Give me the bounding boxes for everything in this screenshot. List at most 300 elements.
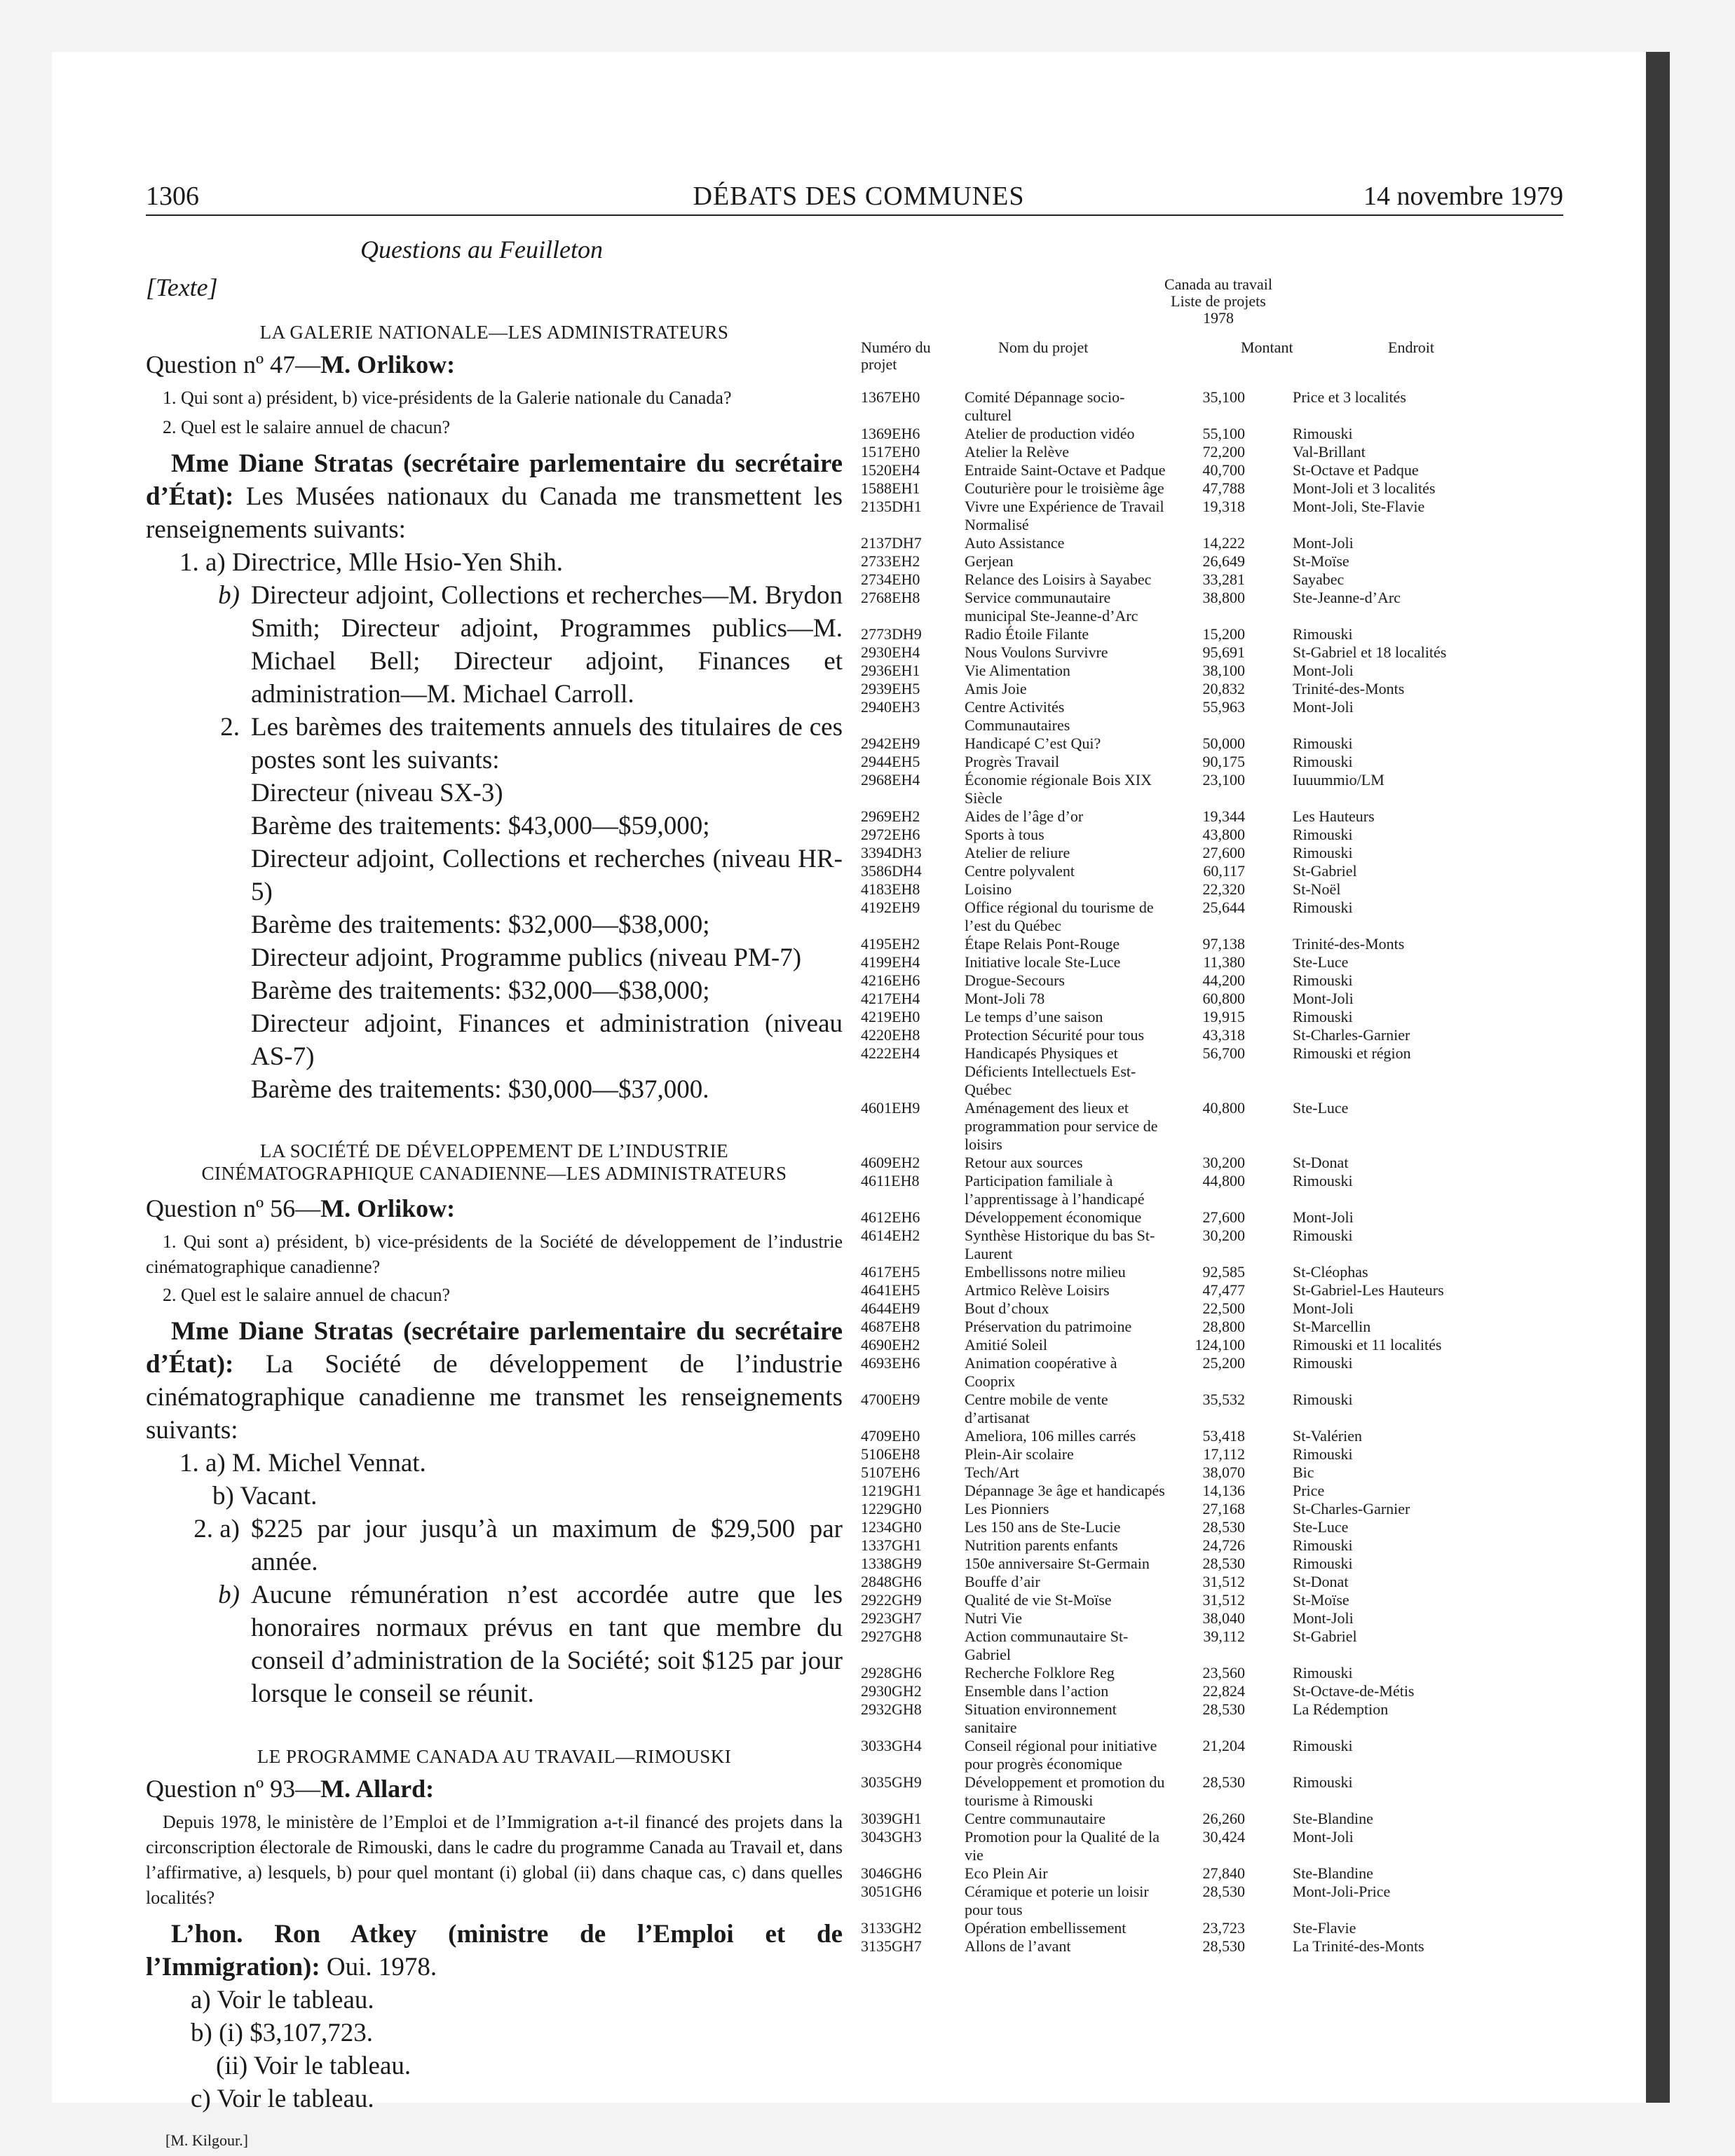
project-number: 4687EH8	[861, 1318, 920, 1335]
q93-answer-c: c) Voir le tableau.	[191, 2085, 374, 2113]
q47-a2-label: 2.	[220, 713, 240, 742]
project-number: 3046GH6	[861, 1864, 922, 1882]
project-name: Office régional du tourisme de l’est du Québec	[965, 899, 1154, 934]
project-amount: 28,530	[1202, 1773, 1245, 1791]
q56-a2a	[146, 1513, 843, 1578]
project-number: 3039GH1	[861, 1810, 922, 1827]
project-location: Price	[1293, 1482, 1325, 1499]
project-number: 1369EH6	[861, 425, 920, 442]
project-location: Mont-Joli	[1293, 534, 1354, 552]
table-row	[861, 1227, 1576, 1263]
table-row	[861, 1591, 1576, 1609]
project-location: Rimouski et région	[1293, 1044, 1411, 1062]
page-number: 1306	[146, 182, 199, 211]
q47-q1: 1. Qui sont a) président, b) vice-présidents de la Galerie nationale du Canada?	[163, 388, 732, 408]
project-amount: 72,200	[1202, 443, 1245, 460]
project-location: Mont-Joli	[1293, 1208, 1354, 1226]
project-amount: 44,800	[1202, 1172, 1245, 1189]
header-rule	[146, 214, 1563, 216]
project-location: Mont-Joli et 3 localités	[1293, 479, 1436, 497]
section-title: Questions au Feuilleton	[360, 236, 603, 264]
project-location: Rimouski	[1293, 1391, 1353, 1408]
project-name: 150e anniversaire St-Germain	[965, 1555, 1150, 1572]
project-name: Les 150 ans de Ste-Lucie	[965, 1518, 1121, 1536]
project-amount: 23,100	[1202, 771, 1245, 789]
table-row	[861, 1026, 1576, 1044]
project-amount: 43,800	[1202, 826, 1245, 843]
table-row	[861, 1172, 1576, 1208]
project-location: Les Hauteurs	[1293, 807, 1375, 825]
project-number: 4219EH0	[861, 1008, 920, 1025]
salary-line: Directeur adjoint, Programme publics (niveau PM-7)	[251, 943, 802, 972]
salary-line: Barème des traitements: $43,000—$59,000;	[251, 812, 710, 840]
project-location: St-Moïse	[1293, 552, 1349, 570]
project-location: Ste-Flavie	[1293, 1919, 1356, 1937]
table-row	[861, 899, 1576, 935]
q47-speaker: Mme Diane Stratas (secrétaire parlementaire du secrétaire d’État):	[146, 449, 843, 511]
project-amount: 27,840	[1202, 1864, 1245, 1882]
table-row	[861, 589, 1576, 625]
project-location: St-Donat	[1293, 1573, 1349, 1590]
project-location: Rimouski	[1293, 753, 1353, 770]
project-amount: 19,344	[1202, 807, 1245, 825]
project-location: Trinité-des-Monts	[1293, 935, 1405, 953]
project-location: Rimouski	[1293, 425, 1353, 442]
project-number: 2137DH7	[861, 534, 922, 552]
texte-marker: [Texte]	[146, 273, 218, 301]
project-location: Rimouski	[1293, 1354, 1353, 1372]
project-name: Protection Sécurité pour tous	[965, 1026, 1145, 1044]
project-amount: 30,200	[1202, 1227, 1245, 1244]
project-name: Tech/Art	[965, 1464, 1019, 1481]
left-column	[146, 231, 843, 2150]
project-location: Rimouski	[1293, 1773, 1353, 1791]
project-number: 2930GH2	[861, 1682, 922, 1700]
project-location: Mont-Joli	[1293, 1299, 1354, 1317]
project-amount: 17,112	[1203, 1445, 1245, 1463]
project-name: Vivre une Expérience de Travail Normalisé	[965, 498, 1164, 533]
project-location: Ste-Blandine	[1293, 1864, 1373, 1882]
question-56	[146, 1140, 843, 1710]
project-location: Rimouski	[1293, 735, 1353, 752]
table-row	[861, 662, 1576, 680]
project-amount: 47,477	[1202, 1281, 1245, 1299]
project-location: Rimouski	[1293, 1008, 1353, 1025]
project-name: Handicapés Physiques et Déficients Intellectuels Est-Québec	[965, 1044, 1136, 1098]
q47-answer	[146, 447, 843, 546]
project-location: Ste-Luce	[1293, 953, 1349, 971]
project-location: St-Marcellin	[1293, 1318, 1371, 1335]
table-row	[861, 552, 1576, 571]
table-row	[861, 680, 1576, 698]
project-number: 4644EH9	[861, 1299, 920, 1317]
project-number: 4601EH9	[861, 1099, 920, 1117]
q47-a1b-label: b)	[218, 581, 240, 610]
project-number: 2944EH5	[861, 753, 920, 770]
project-name: Ensemble dans l’action	[965, 1682, 1109, 1700]
table-row	[861, 1427, 1576, 1445]
project-amount: 97,138	[1202, 935, 1245, 953]
project-name: Céramique et poterie un loisir pour tous	[965, 1883, 1149, 1918]
q93-prefix: Question nº 93—	[146, 1775, 321, 1803]
project-location: Ste-Jeanne-d’Arc	[1293, 589, 1401, 606]
table-row	[861, 443, 1576, 461]
table-row	[861, 1318, 1576, 1336]
project-amount: 56,700	[1202, 1044, 1245, 1062]
project-amount: 23,723	[1202, 1919, 1245, 1937]
project-name: Auto Assistance	[965, 534, 1065, 552]
table-caption-line: Liste de projets	[1171, 292, 1266, 310]
project-number: 4611EH8	[861, 1172, 920, 1189]
table-row	[861, 1391, 1576, 1427]
project-location: St-Gabriel-Les Hauteurs	[1293, 1281, 1444, 1299]
project-location: St-Octave-de-Métis	[1293, 1682, 1415, 1700]
project-amount: 30,200	[1202, 1154, 1245, 1171]
table-row	[861, 753, 1576, 771]
project-location: Rimouski	[1293, 971, 1353, 989]
table-row	[861, 1737, 1576, 1773]
project-amount: 14,222	[1202, 534, 1245, 552]
project-name: Atelier de reliure	[965, 844, 1070, 861]
q56-q1: 1. Qui sont a) président, b) vice-présidents de la Société de développement de l’industrie cinématographique canadienne?	[146, 1231, 843, 1277]
project-amount: 60,117	[1203, 862, 1245, 880]
scan-edge-shadow	[1646, 52, 1670, 2103]
project-name: Les Pionniers	[965, 1500, 1049, 1517]
table-row	[861, 807, 1576, 826]
project-number: 4609EH2	[861, 1154, 920, 1171]
table-row	[861, 1864, 1576, 1883]
project-number: 2927GH8	[861, 1628, 922, 1645]
project-amount: 23,560	[1202, 1664, 1245, 1681]
project-amount: 30,424	[1202, 1828, 1245, 1845]
project-amount: 27,600	[1202, 844, 1245, 861]
q93-answer	[146, 1918, 843, 1984]
project-number: 3043GH3	[861, 1828, 922, 1845]
project-name: Radio Étoile Filante	[965, 625, 1089, 643]
project-number: 5106EH8	[861, 1445, 920, 1463]
q47-question-line	[146, 349, 843, 380]
project-name: Opération embellissement	[965, 1919, 1127, 1937]
salary-line: Directeur adjoint, Finances et administration (niveau AS-7)	[251, 1009, 843, 1071]
project-number: 2930EH4	[861, 643, 920, 661]
project-location: Rimouski	[1293, 625, 1353, 643]
table-row	[861, 971, 1576, 990]
project-location: Mont-Joli	[1293, 698, 1354, 716]
project-name: Initiative locale Ste-Luce	[965, 953, 1121, 971]
project-location: Rimouski	[1293, 1555, 1353, 1572]
table-row	[861, 625, 1576, 643]
project-number: 4220EH8	[861, 1026, 920, 1044]
q56-heading-1: LA SOCIÉTÉ DE DÉVELOPPEMENT DE L’INDUSTRIE	[259, 1140, 729, 1161]
project-name: Bouffe d’air	[965, 1573, 1040, 1590]
project-number: 4183EH8	[861, 880, 920, 898]
project-amount: 39,112	[1203, 1628, 1245, 1645]
project-name: Eco Plein Air	[965, 1864, 1048, 1882]
project-amount: 43,318	[1202, 1026, 1245, 1044]
project-name: Participation familiale à l’apprentissage à l’handicapé	[965, 1172, 1145, 1208]
project-name: Dépannage 3e âge et handicapés	[965, 1482, 1165, 1499]
table-row	[861, 388, 1576, 425]
table-row	[861, 1700, 1576, 1737]
project-name: Plein-Air scolaire	[965, 1445, 1074, 1463]
project-location: Rimouski	[1293, 844, 1353, 861]
table-row	[861, 826, 1576, 844]
project-location: Mont-Joli	[1293, 662, 1354, 679]
project-amount: 14,136	[1202, 1482, 1245, 1499]
project-name: Qualité de vie St-Moïse	[965, 1591, 1112, 1609]
project-number: 2928GH6	[861, 1664, 922, 1681]
table-row	[861, 1008, 1576, 1026]
project-name: Ameliora, 106 milles carrés	[965, 1427, 1136, 1445]
table-row	[861, 953, 1576, 971]
project-amount: 28,530	[1202, 1883, 1245, 1900]
q47-prefix: Question nº 47—	[146, 350, 321, 378]
project-amount: 28,530	[1202, 1518, 1245, 1536]
q93-heading: LE PROGRAMME CANADA AU TRAVAIL—RIMOUSKI	[257, 1746, 732, 1767]
project-name: Centre polyvalent	[965, 862, 1075, 880]
project-name: Bout d’choux	[965, 1299, 1049, 1317]
project-number: 4614EH2	[861, 1227, 920, 1244]
project-name: Artmico Relève Loisirs	[965, 1281, 1110, 1299]
question-47	[146, 321, 843, 1106]
project-name: Aménagement des lieux et programmation pour service de loisirs	[965, 1099, 1158, 1153]
project-location: St-Cléophas	[1293, 1263, 1368, 1281]
project-number: 4612EH6	[861, 1208, 920, 1226]
project-amount: 22,320	[1202, 880, 1245, 898]
table-row	[861, 1682, 1576, 1700]
project-number: 4709EH0	[861, 1427, 920, 1445]
q47-a2-text: Les barèmes des traitements annuels des titulaires de ces postes sont les suivants:	[251, 713, 843, 775]
table-row	[861, 1464, 1576, 1482]
project-name: Conseil régional pour initiative pour progrès économique	[965, 1737, 1157, 1773]
project-number: 2968EH4	[861, 771, 920, 789]
q93-answer-b: b) (i) $3,107,723.	[191, 2019, 373, 2047]
project-number: 5107EH6	[861, 1464, 920, 1481]
project-number: 3035GH9	[861, 1773, 922, 1791]
project-location: St-Octave et Padque	[1293, 461, 1419, 479]
table-row	[861, 698, 1576, 735]
table-row	[861, 1299, 1576, 1318]
project-name: Loisino	[965, 880, 1012, 898]
project-name: Développement et promotion du tourisme à Rimouski	[965, 1773, 1165, 1809]
q56-intro: La Société de développement de l’industrie cinématographique canadienne me transmet les renseignements suivants:	[146, 1350, 843, 1445]
project-name: Entraide Saint-Octave et Padque	[965, 461, 1166, 479]
project-amount: 25,200	[1202, 1354, 1245, 1372]
project-number: 4199EH4	[861, 953, 920, 971]
project-location: Rimouski	[1293, 826, 1353, 843]
table-row	[861, 862, 1576, 880]
project-number: 1588EH1	[861, 479, 920, 497]
project-amount: 28,800	[1202, 1318, 1245, 1335]
project-number: 4216EH6	[861, 971, 920, 989]
project-number: 1338GH9	[861, 1555, 922, 1572]
project-name: Embellissons notre milieu	[965, 1263, 1126, 1281]
project-number: 1219GH1	[861, 1482, 922, 1499]
project-name: Action communautaire St-Gabriel	[965, 1628, 1129, 1663]
q56-a2b-text: Aucune rémunération n’est accordée autre que les honoraires normaux prévus en tant que membre du conseil d’administration de la Société; soit $125 par jour lorsque le conseil se réunit.	[251, 1581, 843, 1708]
salary-line: Directeur adjoint, Collections et recherches (niveau HR-5)	[251, 845, 843, 906]
table-row	[861, 461, 1576, 479]
project-amount: 27,168	[1202, 1500, 1245, 1517]
project-name: Recherche Folklore Reg	[965, 1664, 1115, 1681]
col-header-place: Endroit	[1388, 339, 1434, 356]
project-location: St-Gabriel	[1293, 1628, 1357, 1645]
project-name: Développement économique	[965, 1208, 1142, 1226]
salary-line: Directeur (niveau SX-3)	[251, 779, 503, 807]
project-location: Ste-Blandine	[1293, 1810, 1373, 1827]
q56-answer	[146, 1315, 843, 1447]
q56-speaker: Mme Diane Stratas (secrétaire parlementaire du secrétaire d’État):	[146, 1317, 843, 1379]
project-amount: 33,281	[1202, 571, 1245, 588]
table-row	[861, 425, 1576, 443]
project-number: 2848GH6	[861, 1573, 922, 1590]
table-row	[861, 1044, 1576, 1099]
project-amount: 38,800	[1202, 589, 1245, 606]
project-amount: 38,100	[1202, 662, 1245, 679]
table-row	[861, 880, 1576, 899]
salary-line: Barème des traitements: $32,000—$38,000;	[251, 976, 710, 1005]
project-number: 2135DH1	[861, 498, 922, 515]
q93-answer-a: a) Voir le tableau.	[191, 1986, 374, 2014]
salary-line: Barème des traitements: $30,000—$37,000.	[251, 1075, 709, 1104]
table-row	[861, 1099, 1576, 1154]
project-name: Handicapé C’est Qui?	[965, 735, 1101, 752]
q56-q2: 2. Quel est le salaire annuel de chacun?	[163, 1285, 451, 1305]
project-location: Price et 3 localités	[1293, 388, 1406, 406]
project-amount: 22,824	[1202, 1682, 1245, 1700]
project-number: 4617EH5	[861, 1263, 920, 1281]
project-number: 2932GH8	[861, 1700, 922, 1718]
project-name: Préservation du patrimoine	[965, 1318, 1132, 1335]
table-row	[861, 735, 1576, 753]
q47-member: M. Orlikow:	[320, 350, 456, 378]
project-name: Nutri Vie	[965, 1609, 1022, 1627]
q93-answer-b2: (ii) Voir le tableau.	[216, 2052, 411, 2080]
table-row	[861, 1810, 1576, 1828]
q56-prefix: Question nº 56—	[146, 1194, 321, 1222]
table-row	[861, 479, 1576, 498]
table-caption-line: 1978	[1203, 309, 1234, 327]
project-amount: 15,200	[1202, 625, 1245, 643]
project-name: Centre Activités Communautaires	[965, 698, 1070, 734]
table-header	[861, 339, 1576, 384]
project-location: St-Gabriel	[1293, 862, 1357, 880]
project-location: Ste-Luce	[1293, 1518, 1349, 1536]
table-row	[861, 771, 1576, 807]
project-location: Rimouski	[1293, 1172, 1353, 1189]
project-number: 4222EH4	[861, 1044, 920, 1062]
table-row	[861, 1208, 1576, 1227]
project-location: Rimouski	[1293, 1664, 1353, 1681]
q47-intro: Les Musées nationaux du Canada me transmettent les renseignements suivants:	[146, 482, 843, 544]
project-location: St-Charles-Garnier	[1293, 1026, 1410, 1044]
project-name: Économie régionale Bois XIX Siècle	[965, 771, 1152, 807]
project-amount: 47,788	[1202, 479, 1245, 497]
project-amount: 27,600	[1202, 1208, 1245, 1226]
project-number: 2969EH2	[861, 807, 920, 825]
project-name: Nutrition parents enfants	[965, 1536, 1118, 1554]
table-row	[861, 1154, 1576, 1172]
project-amount: 28,530	[1202, 1700, 1245, 1718]
project-amount: 40,800	[1202, 1099, 1245, 1117]
table-row	[861, 1336, 1576, 1354]
project-amount: 44,200	[1202, 971, 1245, 989]
project-number: 2939EH5	[861, 680, 920, 697]
project-amount: 31,512	[1202, 1573, 1245, 1590]
col-header-number: Numéro du projet	[861, 339, 931, 373]
project-amount: 31,512	[1202, 1591, 1245, 1609]
project-number: 1229GH0	[861, 1500, 922, 1517]
q93-answer-first: Oui. 1978.	[326, 1953, 437, 1981]
project-location: Mont-Joli	[1293, 1828, 1354, 1845]
project-number: 3033GH4	[861, 1737, 922, 1754]
project-number: 2773DH9	[861, 625, 922, 643]
project-number: 4690EH2	[861, 1336, 920, 1353]
page-date: 14 novembre 1979	[1363, 182, 1563, 211]
table-row	[861, 1518, 1576, 1536]
project-number: 4217EH4	[861, 990, 920, 1007]
project-location: St-Donat	[1293, 1154, 1349, 1171]
project-location: Rimouski et 11 localités	[1293, 1336, 1442, 1353]
project-number: 1367EH0	[861, 388, 920, 406]
table-caption-line: Canada au travail	[1164, 275, 1272, 293]
q47-heading: LA GALERIE NATIONALE—LES ADMINISTRATEURS	[259, 322, 729, 343]
project-amount: 90,175	[1202, 753, 1245, 770]
project-location: Mont-Joli-Price	[1293, 1883, 1391, 1900]
project-name: Situation environnement sanitaire	[965, 1700, 1117, 1736]
table-row	[861, 1828, 1576, 1864]
project-number: 4195EH2	[861, 935, 920, 953]
project-location: Mont-Joli	[1293, 1609, 1354, 1627]
q93-member: M. Allard:	[320, 1775, 435, 1803]
table-row	[861, 1281, 1576, 1299]
q56-question-line	[146, 1193, 843, 1224]
project-amount: 26,260	[1202, 1810, 1245, 1827]
project-amount: 20,832	[1202, 680, 1245, 697]
project-location: St-Gabriel et 18 localités	[1293, 643, 1447, 661]
table-row	[861, 1937, 1576, 1956]
col-header-name: Nom du projet	[998, 339, 1089, 356]
q56-a1a: 1. a) M. Michel Vennat.	[179, 1449, 426, 1478]
project-amount: 38,040	[1202, 1609, 1245, 1627]
project-amount: 35,100	[1202, 388, 1245, 406]
table-row	[861, 1536, 1576, 1555]
q56-a1b: b) Vacant.	[212, 1482, 318, 1510]
table-row	[861, 1573, 1576, 1591]
project-name: Centre communautaire	[965, 1810, 1105, 1827]
project-name: Promotion pour la Qualité de la vie	[965, 1828, 1159, 1864]
project-number: 3133GH2	[861, 1919, 922, 1937]
project-location: Rimouski	[1293, 1227, 1353, 1244]
q56-heading-2: CINÉMATOGRAPHIQUE CANADIENNE—LES ADMINISTRATEURS	[201, 1163, 787, 1184]
table-row	[861, 1482, 1576, 1500]
project-name: Comité Dépannage socio-culturel	[965, 388, 1125, 424]
q56-a2a-label: 2. a)	[193, 1515, 240, 1543]
q47-a1b-text: Directeur adjoint, Collections et recherches—M. Brydon Smith; Directeur adjoint, Programmes publics—M. Michael Bell; Directeur adjoint, Finances et administration—M. Michael Carroll.	[251, 581, 843, 709]
project-amount: 22,500	[1202, 1299, 1245, 1317]
project-name: Atelier la Relève	[965, 443, 1070, 460]
project-name: Gerjean	[965, 552, 1014, 570]
table-body	[861, 388, 1576, 1956]
project-name: Couturière pour le troisième âge	[965, 479, 1164, 497]
table-row	[861, 1500, 1576, 1518]
table-row	[861, 935, 1576, 953]
project-amount: 92,585	[1202, 1263, 1245, 1281]
project-amount: 11,380	[1203, 953, 1245, 971]
q93-speaker: L’hon. Ron Atkey (ministre de l’Emploi et de l’Immigration):	[146, 1920, 843, 1981]
project-location: Rimouski	[1293, 1737, 1353, 1754]
project-amount: 124,100	[1195, 1336, 1245, 1353]
